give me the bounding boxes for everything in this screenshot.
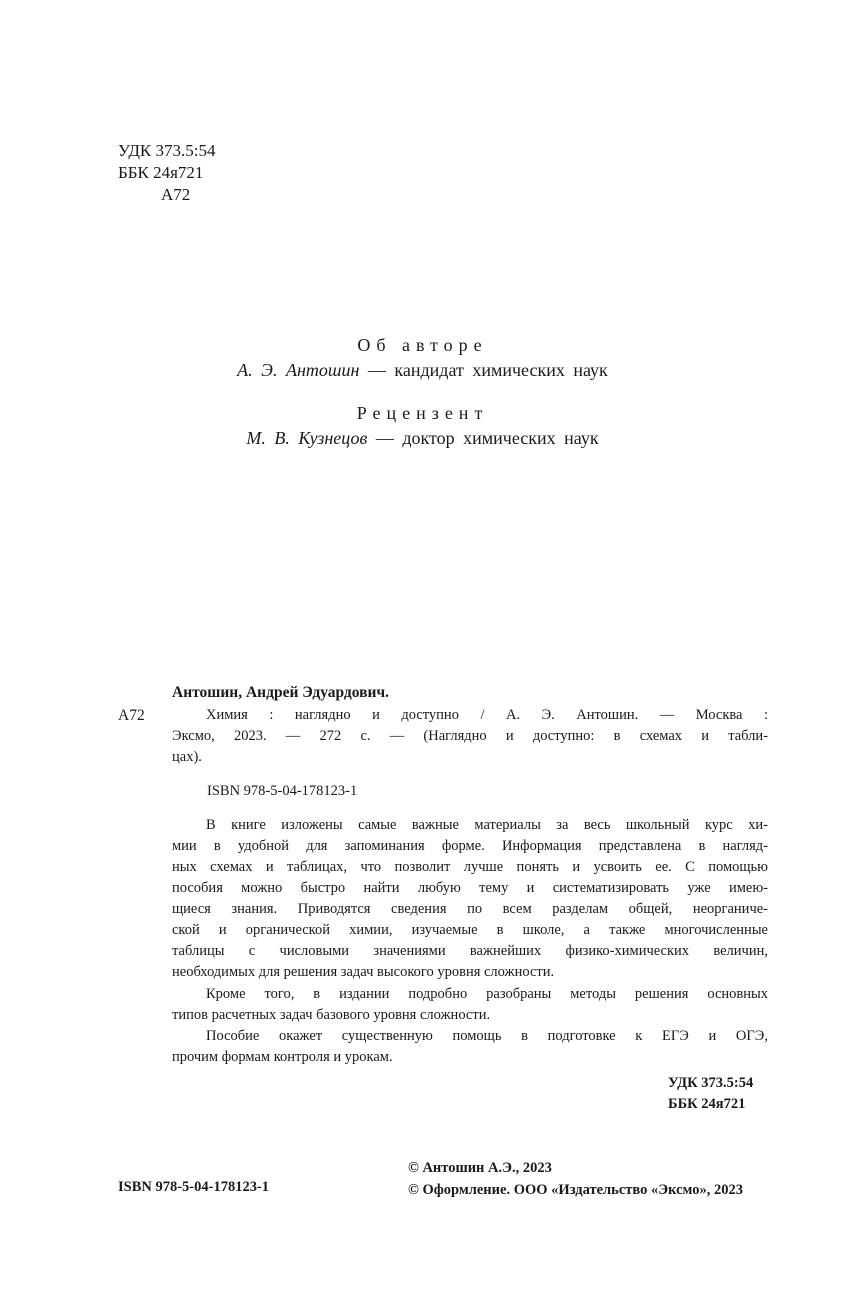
author-mark: А72 xyxy=(161,185,191,204)
bottom-codes xyxy=(668,1073,753,1115)
author-name: А. Э. Антошин xyxy=(237,360,360,380)
copyright-design: © Оформление. ООО «Издательство «Эксмо», 2023 xyxy=(408,1182,743,1198)
annotation-paragraph-3 xyxy=(172,1026,768,1068)
about-author-line xyxy=(0,360,845,381)
top-codes xyxy=(118,140,215,206)
annotation-line: щиеся знания. Приводятся сведения по всем разделам общей, неорганиче- xyxy=(172,901,768,917)
copyright-block xyxy=(408,1157,743,1201)
annotation-line: В книге изложены самые важные материалы за весь школьный курс хи- xyxy=(206,817,768,833)
bibliography-author: Антошин, Андрей Эдуардович. xyxy=(172,684,390,701)
annotation-line: мии в удобной для запоминания форме. Информация представлена в нагляд- xyxy=(172,838,768,854)
annotation-line: ных схемах и таблицах, что позволит лучше понять и усвоить ее. С помощью xyxy=(172,859,768,875)
bbk-code: ББК 24я721 xyxy=(118,163,204,182)
annotation-line: ской и органической химии, изучаемые в школе, а также многочисленные xyxy=(172,922,768,938)
annotation-line: необходимых для решения задач высокого уровня сложности. xyxy=(172,964,555,980)
bibliography-line: Эксмо, 2023. — 272 с. — (Наглядно и доступно: в схемах и табли- xyxy=(172,728,768,744)
bibliography-line: цах). xyxy=(172,749,202,765)
bbk-code-bottom: ББК 24я721 xyxy=(668,1096,746,1112)
annotation-paragraph-2 xyxy=(172,984,768,1026)
reviewer-description: — доктор химических наук xyxy=(367,428,599,448)
bibliography-isbn: ISBN 978-5-04-178123-1 xyxy=(207,783,358,799)
annotation-line: прочим формам контроля и урокам. xyxy=(172,1049,393,1065)
author-description: — кандидат химических наук xyxy=(359,360,608,380)
annotation-line: пособия можно быстро найти любую тему и систематизировать уже имею- xyxy=(172,880,768,896)
annotation-line: Кроме того, в издании подробно разобраны методы решения основных xyxy=(206,986,768,1002)
udk-code: УДК 373.5:54 xyxy=(118,141,216,160)
annotation-paragraph-1 xyxy=(172,815,768,983)
annotation-line: типов расчетных задач базового уровня сложности. xyxy=(172,1007,491,1023)
bibliography-mark: А72 xyxy=(118,707,145,724)
annotation-line: Пособие окажет существенную помощь в подготовке к ЕГЭ и ОГЭ, xyxy=(206,1028,768,1044)
annotation-line: таблицы с числовыми значениями важнейших физико-химических величин, xyxy=(172,943,768,959)
reviewer-line xyxy=(0,428,845,449)
about-author-heading: Об авторе xyxy=(357,335,488,355)
bibliography-description xyxy=(172,705,768,768)
udk-code-bottom: УДК 373.5:54 xyxy=(668,1075,754,1091)
copyright-author: © Антошин А.Э., 2023 xyxy=(408,1160,552,1176)
reviewer-name: М. В. Кузнецов xyxy=(246,428,368,448)
reviewer-heading: Рецензент xyxy=(356,403,489,423)
footer-isbn: ISBN 978-5-04-178123-1 xyxy=(118,1179,270,1195)
bibliography-line: Химия : наглядно и доступно / А. Э. Антошин. — Москва : xyxy=(206,707,768,723)
